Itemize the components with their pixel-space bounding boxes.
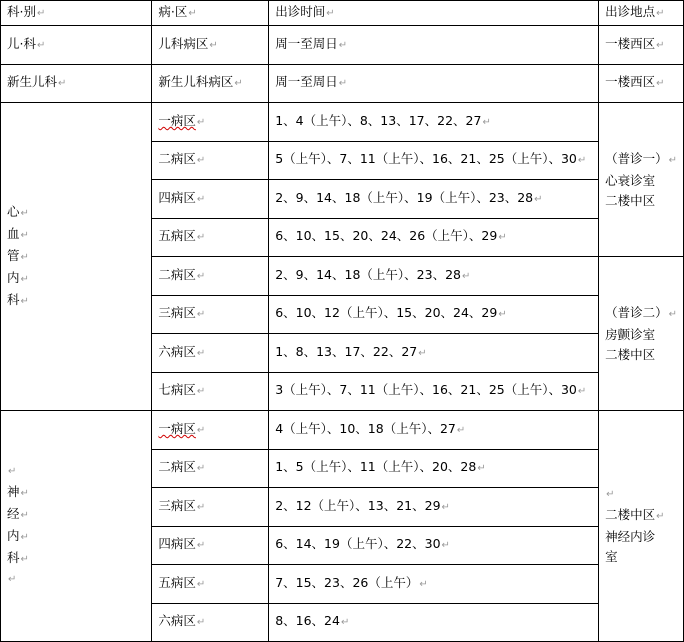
paragraph-mark: ↵ [234,78,243,90]
department-char-text: 科 [7,291,20,307]
department-char-text: 神 [7,484,20,499]
cell-text: 六病区 [158,343,196,359]
cell-text: 新生儿科 [7,74,58,90]
paragraph-mark: ↵ [209,39,218,51]
paragraph-mark: ↵ [20,532,29,543]
department-char [7,482,151,504]
paragraph-mark: ↵ [441,501,450,513]
cell-text: 一楼西区 [605,74,656,90]
paragraph-mark: ↵ [340,617,350,629]
paragraph-mark: ↵ [196,232,206,244]
department-char-text: 科 [7,550,20,565]
ward-cell [152,449,269,488]
paragraph-mark: ↵ [20,273,29,285]
paragraph-mark: ↵ [418,347,427,359]
paragraph-mark: ↵ [196,578,206,590]
cell-text: 二病区 [158,151,196,167]
ward-cell [152,334,269,373]
paragraph-mark: ↵ [482,116,491,128]
cell-text: 周一至周日 [275,35,338,51]
table-row [1,26,684,65]
time-cell [269,488,599,527]
paragraph-mark: ↵ [196,463,206,475]
paragraph-mark: ↵ [20,207,29,219]
cell-text: 5（上午）、7、11（上午）、16、21、25（上午）、30 [275,151,577,167]
paragraph-mark: ↵ [338,78,348,90]
cell-text: 五病区 [158,228,196,244]
location-line [605,547,680,567]
location-cell [599,26,684,65]
department-char [7,526,151,548]
paragraph-mark: ↵ [196,617,206,629]
ward-cell [152,295,269,334]
cell-text: 一楼西区 [605,35,656,51]
paragraph-mark: ↵ [668,308,678,320]
time-cell [269,180,599,219]
department-char [7,268,151,290]
location-line [605,505,680,527]
ward-cell [152,103,269,142]
ward-cell [152,257,269,296]
time-cell [269,411,599,450]
location-line [605,191,680,211]
ward-cell [152,526,269,565]
paragraph-mark: ↵ [20,295,29,307]
paragraph-mark: ↵ [498,309,507,321]
ward-cell [152,64,269,103]
location-line [605,325,680,345]
paragraph-mark: ↵ [606,489,615,500]
cell-text: 2、9、14、18（上午）、19（上午）、23、28 [275,189,534,205]
location-line [605,303,680,325]
location-line-text: 室 [605,549,618,564]
time-cell [269,295,599,334]
ward-cell [152,488,269,527]
location-line [605,171,680,191]
location-line-text: 房颤诊室 [605,326,656,342]
paragraph-mark: ↵ [196,501,206,513]
location-line-text: 神经内诊 [605,529,656,544]
department-char-text: 内 [7,269,20,285]
time-cell [269,257,599,296]
time-cell [269,26,599,65]
time-cell [269,565,599,604]
time-cell [269,64,599,103]
paragraph-mark: ↵ [58,78,67,90]
cell-text: 四病区 [158,536,196,552]
cell-text: 二病区 [158,266,196,282]
cell-text: 6、10、12（上午）、15、20、24、29 [275,305,498,321]
paragraph-mark: ↵ [20,510,29,521]
department-cell [1,26,152,65]
location-cell [599,64,684,103]
cell-text: 7、15、23、26（上午） [275,574,419,590]
paragraph-mark: ↵ [656,39,665,51]
paragraph-mark: ↵ [36,39,46,51]
table-row [1,411,684,450]
paragraph-mark: ↵ [196,347,206,359]
time-cell [269,449,599,488]
location-line-text: （普诊一） [605,150,668,166]
cell-text: 周一至周日 [275,74,338,90]
table-body [1,1,684,642]
department-char-text: 经 [7,506,20,521]
paragraph-mark: ↵ [419,578,428,590]
cell-text: 2、12（上午）、13、21、29 [275,497,441,513]
department-char [7,246,151,268]
paragraph-mark: ↵ [196,386,206,398]
paragraph-mark: ↵ [20,251,29,263]
department-char [7,224,151,246]
department-cell [1,411,152,642]
cell-text: 1、8、13、17、22、27 [275,343,418,359]
paragraph-mark: ↵ [656,511,665,522]
time-cell [269,526,599,565]
cell-text: 三病区 [158,305,196,321]
location-line [605,149,680,171]
paragraph-mark: ↵ [461,270,471,282]
paragraph-mark: ↵ [577,155,587,167]
time-cell [269,103,599,142]
cell-text: 新生儿科病区 [158,74,234,90]
table-row [1,103,684,142]
paragraph-mark: ↵ [656,78,665,90]
paragraph-mark: ↵ [456,424,466,436]
location-line-text: 二楼中区 [605,507,656,522]
paragraph-mark: ↵ [196,155,206,167]
cell-text: 七病区 [158,382,196,398]
time-cell [269,141,599,180]
department-char-text: 血 [7,225,20,241]
ward-cell [152,180,269,219]
cell-text: 8、16、24 [275,613,340,629]
cell-text: 五病区 [158,574,196,590]
location-cell [599,411,684,642]
cell-text: 3（上午）、7、11（上午）、16、21、25（上午）、30 [275,382,577,398]
ward-cell [152,141,269,180]
location-line [605,527,680,547]
paragraph-mark: ↵ [534,193,543,205]
cell-text: 2、9、14、18（上午）、23、28 [275,266,461,282]
cell-text: 六病区 [158,613,196,629]
location-line [605,345,680,365]
department-char [7,548,151,570]
header-department: 科·别↵ [1,1,152,26]
location-line-text: （普诊二） [605,304,668,320]
department-char [7,504,151,526]
cell-text: 6、14、19（上午）、22、30 [275,536,441,552]
cell-text: 6、10、15、20、24、26（上午）、29 [275,228,498,244]
time-cell [269,372,599,411]
location-line-text: 二楼中区 [605,192,656,208]
header-location: 出诊地点↵ [599,1,684,26]
ward-cell [152,603,269,642]
ward-cell [152,218,269,257]
cell-text: 儿科病区 [158,35,209,51]
header-row [1,1,684,26]
location-line-text: 二楼中区 [605,346,656,362]
cell-text: 1、4（上午）、8、13、17、22、27 [275,112,482,128]
paragraph-mark: ↵ [196,424,206,436]
department-cell [1,64,152,103]
paragraph-mark: ↵ [338,39,348,51]
paragraph-mark: ↵ [196,309,206,321]
paragraph-mark: ↵ [498,232,507,244]
cell-text: 三病区 [158,497,196,513]
paragraph-mark: ↵ [577,386,587,398]
paragraph-mark: ↵ [196,193,206,205]
cell-text: 四病区 [158,189,196,205]
time-cell [269,603,599,642]
header-ward: 病·区↵ [152,1,269,26]
cell-text: 4（上午）、10、18（上午）、27 [275,420,456,436]
ward-cell [152,565,269,604]
ward-cell [152,411,269,450]
location-cell [599,103,684,257]
paragraph-mark: ↵ [441,540,450,552]
paragraph-mark: ↵ [20,229,29,241]
paragraph-mark: ↵ [8,574,17,585]
department-char [7,202,151,224]
paragraph-mark: ↵ [196,540,206,552]
ward-cell [152,26,269,65]
department-char [7,290,151,312]
time-cell [269,334,599,373]
paragraph-mark: ↵ [668,154,678,166]
cell-text: 二病区 [158,459,196,475]
department-char-text: 管 [7,247,20,263]
paragraph-mark: ↵ [477,463,486,475]
paragraph-mark: ↵ [8,466,17,477]
department-char-text: 内 [7,528,20,543]
header-time: 出诊时间↵ [269,1,599,26]
cell-text: 一病区 [158,420,196,436]
time-cell [269,218,599,257]
department-cell [1,103,152,411]
location-line-text: 心衰诊室 [605,172,656,188]
paragraph-mark: ↵ [20,488,29,499]
paragraph-mark: ↵ [196,270,206,282]
paragraph-mark: ↵ [196,116,206,128]
location-cell [599,257,684,411]
ward-cell [152,372,269,411]
cell-text: 儿·科 [7,35,36,51]
cell-text: 1、5（上午）、11（上午）、20、28 [275,459,477,475]
paragraph-mark: ↵ [20,554,29,565]
department-char-text: 心 [7,203,20,219]
table-row [1,64,684,103]
cell-text: 一病区 [158,112,196,128]
